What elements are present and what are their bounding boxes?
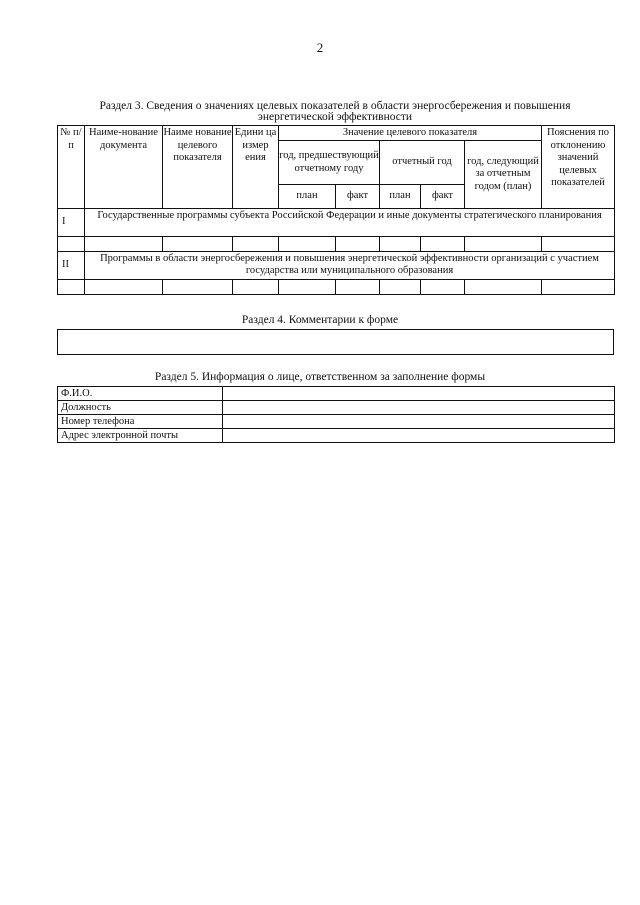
cell[interactable] xyxy=(336,279,380,294)
row-label-fio: Ф.И.О. xyxy=(58,387,223,401)
fio-field[interactable] xyxy=(223,387,615,401)
row-label-email: Адрес электронной почты xyxy=(58,429,223,443)
responsible-person-table xyxy=(57,386,615,443)
section-row-title: Государственные программы субъекта Российской Федерации и иные документы стратегического планирования xyxy=(85,208,615,236)
row-label-phone: Номер телефона xyxy=(58,415,223,429)
header-doc-name: Наиме-нование документа xyxy=(85,126,163,209)
cell[interactable] xyxy=(421,279,465,294)
header-explanations: Пояснения по отклонению значений целевых показателей xyxy=(542,126,615,209)
cell[interactable] xyxy=(279,236,336,251)
phone-field[interactable] xyxy=(223,415,615,429)
cell[interactable] xyxy=(542,279,615,294)
cell[interactable] xyxy=(85,236,163,251)
cell[interactable] xyxy=(58,236,85,251)
table-row xyxy=(58,236,615,251)
header-value-group: Значение целевого показателя xyxy=(279,126,542,141)
cell[interactable] xyxy=(163,236,233,251)
section3-title xyxy=(40,101,630,123)
section3-title-line2: энергетической эффективности xyxy=(257,111,413,123)
header-unit: Едини ца измер ения xyxy=(233,126,279,209)
section-row-num: I xyxy=(58,208,85,236)
cell[interactable] xyxy=(58,279,85,294)
table-row xyxy=(58,279,615,294)
header-next-year: год, следующий за отчетным годом (план) xyxy=(465,140,542,208)
cell[interactable] xyxy=(279,279,336,294)
cell[interactable] xyxy=(233,279,279,294)
cell[interactable] xyxy=(542,236,615,251)
position-field[interactable] xyxy=(223,401,615,415)
cell[interactable] xyxy=(380,279,421,294)
header-report-fact: факт xyxy=(421,184,465,208)
cell[interactable] xyxy=(465,236,542,251)
section-row-num: II xyxy=(58,251,85,279)
cell[interactable] xyxy=(85,279,163,294)
page-number: 2 xyxy=(316,40,324,55)
section-row-title: Программы в области энергосбережения и повышения энергетической эффективности организаций с участием государства или муниципального образования xyxy=(85,251,615,279)
header-prev-fact: факт xyxy=(336,184,380,208)
header-num: № п/п xyxy=(58,126,85,209)
row-label-position: Должность xyxy=(58,401,223,415)
header-prev-year: год, предшествующий отчетному году xyxy=(279,140,380,184)
cell[interactable] xyxy=(465,279,542,294)
cell[interactable] xyxy=(336,236,380,251)
target-indicators-table xyxy=(57,125,615,295)
cell[interactable] xyxy=(380,236,421,251)
comments-table xyxy=(57,329,614,355)
section4-title: Раздел 4. Комментарии к форме xyxy=(241,314,399,326)
header-indicator-name: Наиме нование целевого показателя xyxy=(163,126,233,209)
header-report-year: отчетный год xyxy=(380,140,465,184)
comments-field[interactable] xyxy=(58,330,614,355)
header-prev-plan: план xyxy=(279,184,336,208)
section5-title: Раздел 5. Информация о лице, ответственном за заполнение формы xyxy=(154,371,486,383)
email-field[interactable] xyxy=(223,429,615,443)
header-report-plan: план xyxy=(380,184,421,208)
cell[interactable] xyxy=(421,236,465,251)
cell[interactable] xyxy=(233,236,279,251)
section3-title-line1: Раздел 3. Сведения о значениях целевых показателей в области энергосбережения и повышения xyxy=(99,100,571,112)
cell[interactable] xyxy=(163,279,233,294)
